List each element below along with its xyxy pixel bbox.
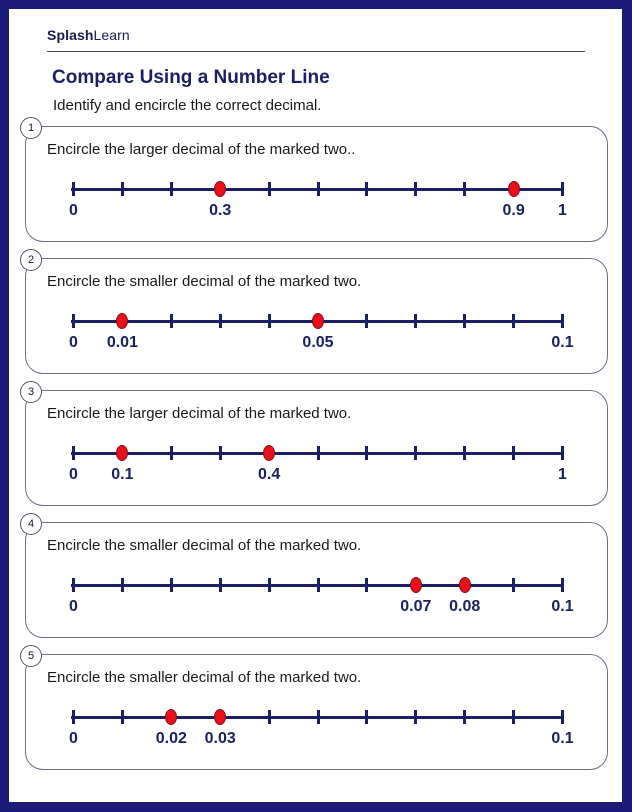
marked-point-dot[interactable] — [312, 313, 324, 329]
tick-mark — [219, 578, 222, 592]
tick-label: 0.08 — [449, 598, 481, 615]
tick-label: 0.07 — [400, 598, 432, 615]
problem-panel-1 — [25, 122, 608, 242]
tick-mark — [414, 182, 417, 196]
tick-mark — [414, 710, 417, 724]
tick-label: 0.3 — [209, 202, 232, 219]
tick-label: 0 — [69, 466, 78, 483]
tick-mark — [365, 710, 368, 724]
tick-mark — [463, 446, 466, 460]
problem-panel-5 — [25, 650, 608, 770]
problem-panel-3 — [25, 386, 608, 506]
tick-mark — [512, 314, 515, 328]
problem-prompt: Encircle the larger decimal of the marked two. — [47, 405, 352, 422]
marked-point-dot[interactable] — [214, 709, 226, 725]
tick-mark — [170, 446, 173, 460]
tick-mark — [219, 446, 222, 460]
marked-point-dot[interactable] — [459, 577, 471, 593]
header-divider — [47, 51, 585, 52]
marked-point-dot[interactable] — [214, 181, 226, 197]
marked-point-dot[interactable] — [410, 577, 422, 593]
tick-mark — [463, 182, 466, 196]
tick-mark — [219, 314, 222, 328]
tick-mark — [268, 182, 271, 196]
number-line — [26, 127, 609, 243]
problem-number-badge: 1 — [20, 117, 42, 139]
tick-mark — [414, 314, 417, 328]
instructions: Identify and encircle the correct decimal. — [53, 97, 322, 114]
tick-mark — [170, 182, 173, 196]
tick-label: 0.1 — [551, 598, 574, 615]
tick-mark — [72, 446, 75, 460]
problem-number-badge: 2 — [20, 249, 42, 271]
tick-label: 0.05 — [302, 334, 334, 351]
tick-mark — [512, 710, 515, 724]
problem-number-badge: 5 — [20, 645, 42, 667]
tick-mark — [72, 182, 75, 196]
tick-mark — [365, 182, 368, 196]
logo-bold-part: Splash — [47, 27, 94, 43]
problem-panel-2 — [25, 254, 608, 374]
page-title: Compare Using a Number Line — [52, 67, 330, 88]
marked-point-dot[interactable] — [116, 445, 128, 461]
problem-prompt: Encircle the smaller decimal of the marked two. — [47, 537, 362, 554]
tick-mark — [463, 314, 466, 328]
tick-mark — [121, 710, 124, 724]
tick-label: 0.02 — [155, 730, 187, 747]
problem-prompt: Encircle the larger decimal of the marked two.. — [47, 141, 356, 158]
tick-mark — [512, 446, 515, 460]
tick-mark — [561, 710, 564, 724]
tick-mark — [317, 578, 320, 592]
tick-mark — [561, 446, 564, 460]
tick-label: 0.1 — [551, 730, 574, 747]
problem-number-badge: 3 — [20, 381, 42, 403]
problem-prompt: Encircle the smaller decimal of the marked two. — [47, 273, 362, 290]
tick-mark — [268, 578, 271, 592]
tick-label: 0 — [69, 598, 78, 615]
tick-mark — [561, 314, 564, 328]
tick-mark — [121, 578, 124, 592]
tick-label: 0.01 — [106, 334, 138, 351]
tick-mark — [365, 578, 368, 592]
tick-mark — [317, 446, 320, 460]
splashlearn-logo — [47, 27, 130, 43]
tick-mark — [561, 182, 564, 196]
marked-point-dot[interactable] — [165, 709, 177, 725]
tick-mark — [414, 446, 417, 460]
number-line — [26, 391, 609, 507]
tick-mark — [121, 182, 124, 196]
tick-mark — [365, 446, 368, 460]
tick-mark — [365, 314, 368, 328]
tick-mark — [72, 314, 75, 328]
tick-label: 0.1 — [551, 334, 574, 351]
tick-label: 0.9 — [502, 202, 525, 219]
logo-regular-part: Learn — [93, 27, 130, 43]
tick-label: 0.4 — [257, 466, 281, 483]
number-line — [26, 523, 609, 639]
problem-panel-4 — [25, 518, 608, 638]
number-line — [26, 259, 609, 375]
tick-mark — [170, 314, 173, 328]
tick-label: 0 — [69, 334, 78, 351]
tick-mark — [268, 314, 271, 328]
tick-mark — [317, 182, 320, 196]
marked-point-dot[interactable] — [508, 181, 520, 197]
tick-mark — [463, 710, 466, 724]
worksheet-page — [9, 9, 622, 802]
tick-label: 0 — [69, 202, 78, 219]
tick-mark — [170, 578, 173, 592]
marked-point-dot[interactable] — [116, 313, 128, 329]
tick-label: 1 — [558, 202, 567, 219]
tick-mark — [561, 578, 564, 592]
problem-number-badge: 4 — [20, 513, 42, 535]
problem-prompt: Encircle the smaller decimal of the marked two. — [47, 669, 362, 686]
tick-mark — [317, 710, 320, 724]
tick-mark — [512, 578, 515, 592]
tick-label: 1 — [558, 466, 567, 483]
tick-label: 0.03 — [204, 730, 236, 747]
tick-label: 0 — [69, 730, 78, 747]
marked-point-dot[interactable] — [263, 445, 275, 461]
tick-mark — [72, 578, 75, 592]
number-line — [26, 655, 609, 771]
tick-label: 0.1 — [111, 466, 134, 483]
tick-mark — [72, 710, 75, 724]
tick-mark — [268, 710, 271, 724]
